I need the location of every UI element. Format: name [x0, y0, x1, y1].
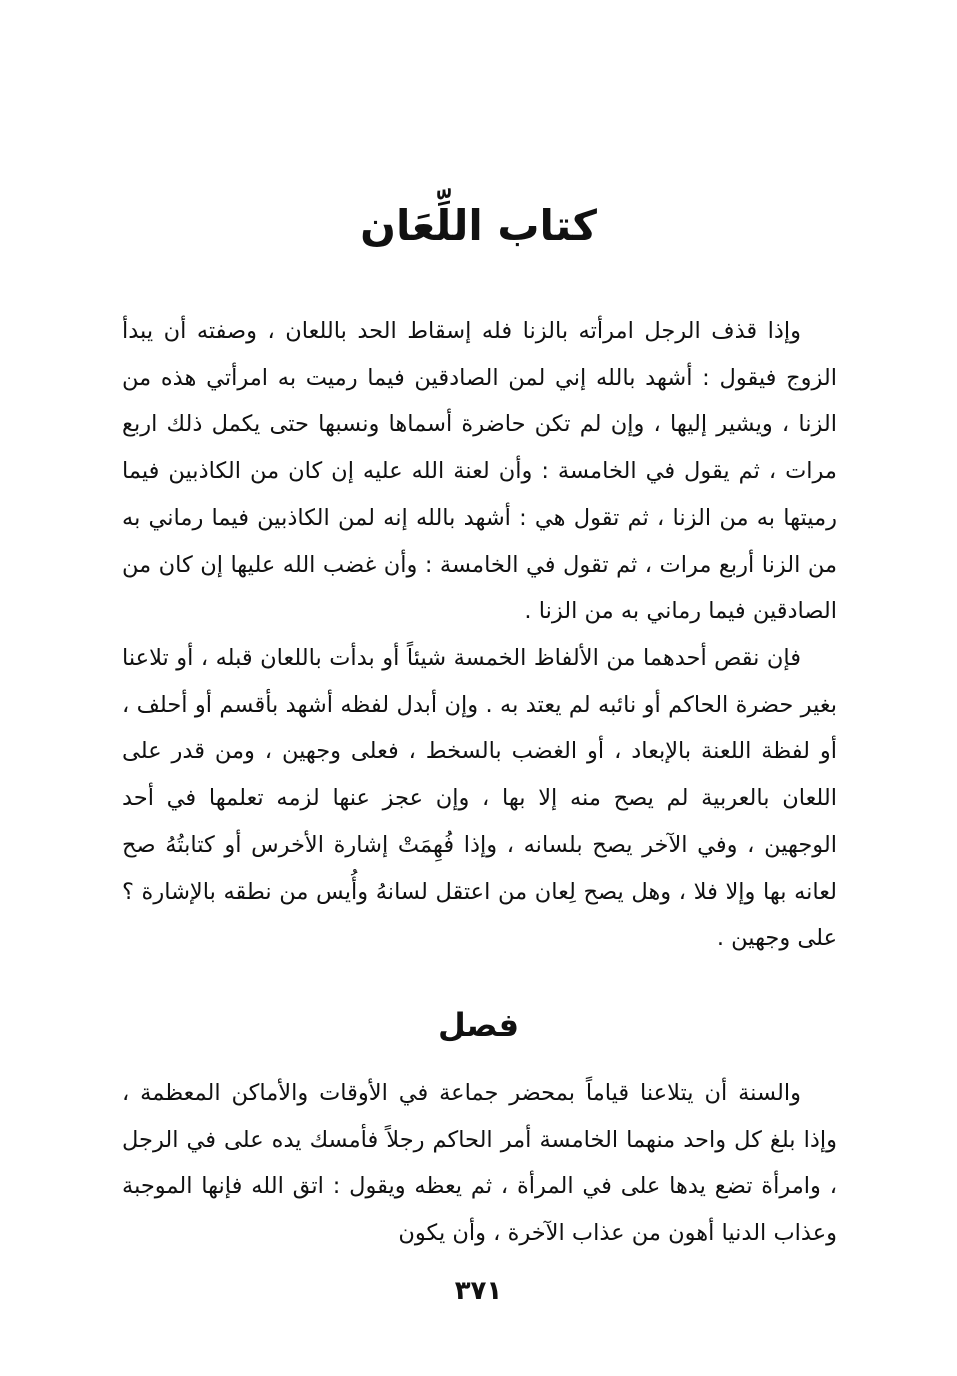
paragraph-sunnah: والسنة أن يتلاعنا قياماً بمحضر جماعة في الأوقات والأماكن المعظمة ، وإذا بلغ كل واحد منهما الخامسة أمر الحاكم رجلاً فأمسك يده على في الرجل ، وامرأة تضع يدها على في المرأة ، ثم يعظه ويقول : اتق الله فإنها الموجبة وعذاب الدنيا أهون من عذاب الآخرة ، وأن يكون [122, 1080, 837, 1247]
chapter-title: كتاب اللِّعَان [360, 201, 597, 250]
section-title: فصل [437, 1006, 520, 1044]
page-number: ٣٧١ [454, 1276, 503, 1306]
paragraph-lian-conditions: فإن نقص أحدهما من الألفاظ الخمسة شيئاً أو بدأت باللعان قبله ، أو تلاعنا بغير حضرة الحاكم أو نائبه لم يعتد به . وإن أبدل لفظه أشهد بأقسم أو أحلف ، أو لفظة اللعنة بالإبعاد ، أو الغضب بالسخط ، فعلى وجهين ، ومن قدر على اللعان بالعربية لم يصح منه إلا بها ، وإن عجز عنها لزمه تعلمها في أحد الوجهين ، وفي الآخر يصح بلسانه ، وإذا فُهِمَتْ إشارة الأخرس أو كتابتُهُ صح لعانه بها وإلا فلا ، وهل يصح لِعان من اعتقل لسانهُ وأُيس من نطقه بالإشارة ؟ على وجهين . [122, 645, 837, 952]
paragraph-lian-description: وإذا قذف الرجل امرأته بالزنا فله إسقاط الحد باللعان ، وصفته أن يبدأ الزوج فيقول : أشهد بالله إني لمن الصادقين فيما رميت به امرأتي هذه من الزنا ، ويشير إليها ، وإن لم تكن حاضرة أسماها ونسبها حتى يكمل ذلك اربع مرات ، ثم يقول في الخامسة : وأن لعنة الله عليه إن كان من الكاذبين فيما رميتها به من الزنا ، ثم تقول هي : أشهد بالله إنه لمن الكاذبين فيما رماني به من الزنا أربع مرات ، ثم تقول في الخامسة : وأن غضب الله عليها إن كان من الصادقين فيما رماني به من الزنا . [122, 318, 837, 625]
